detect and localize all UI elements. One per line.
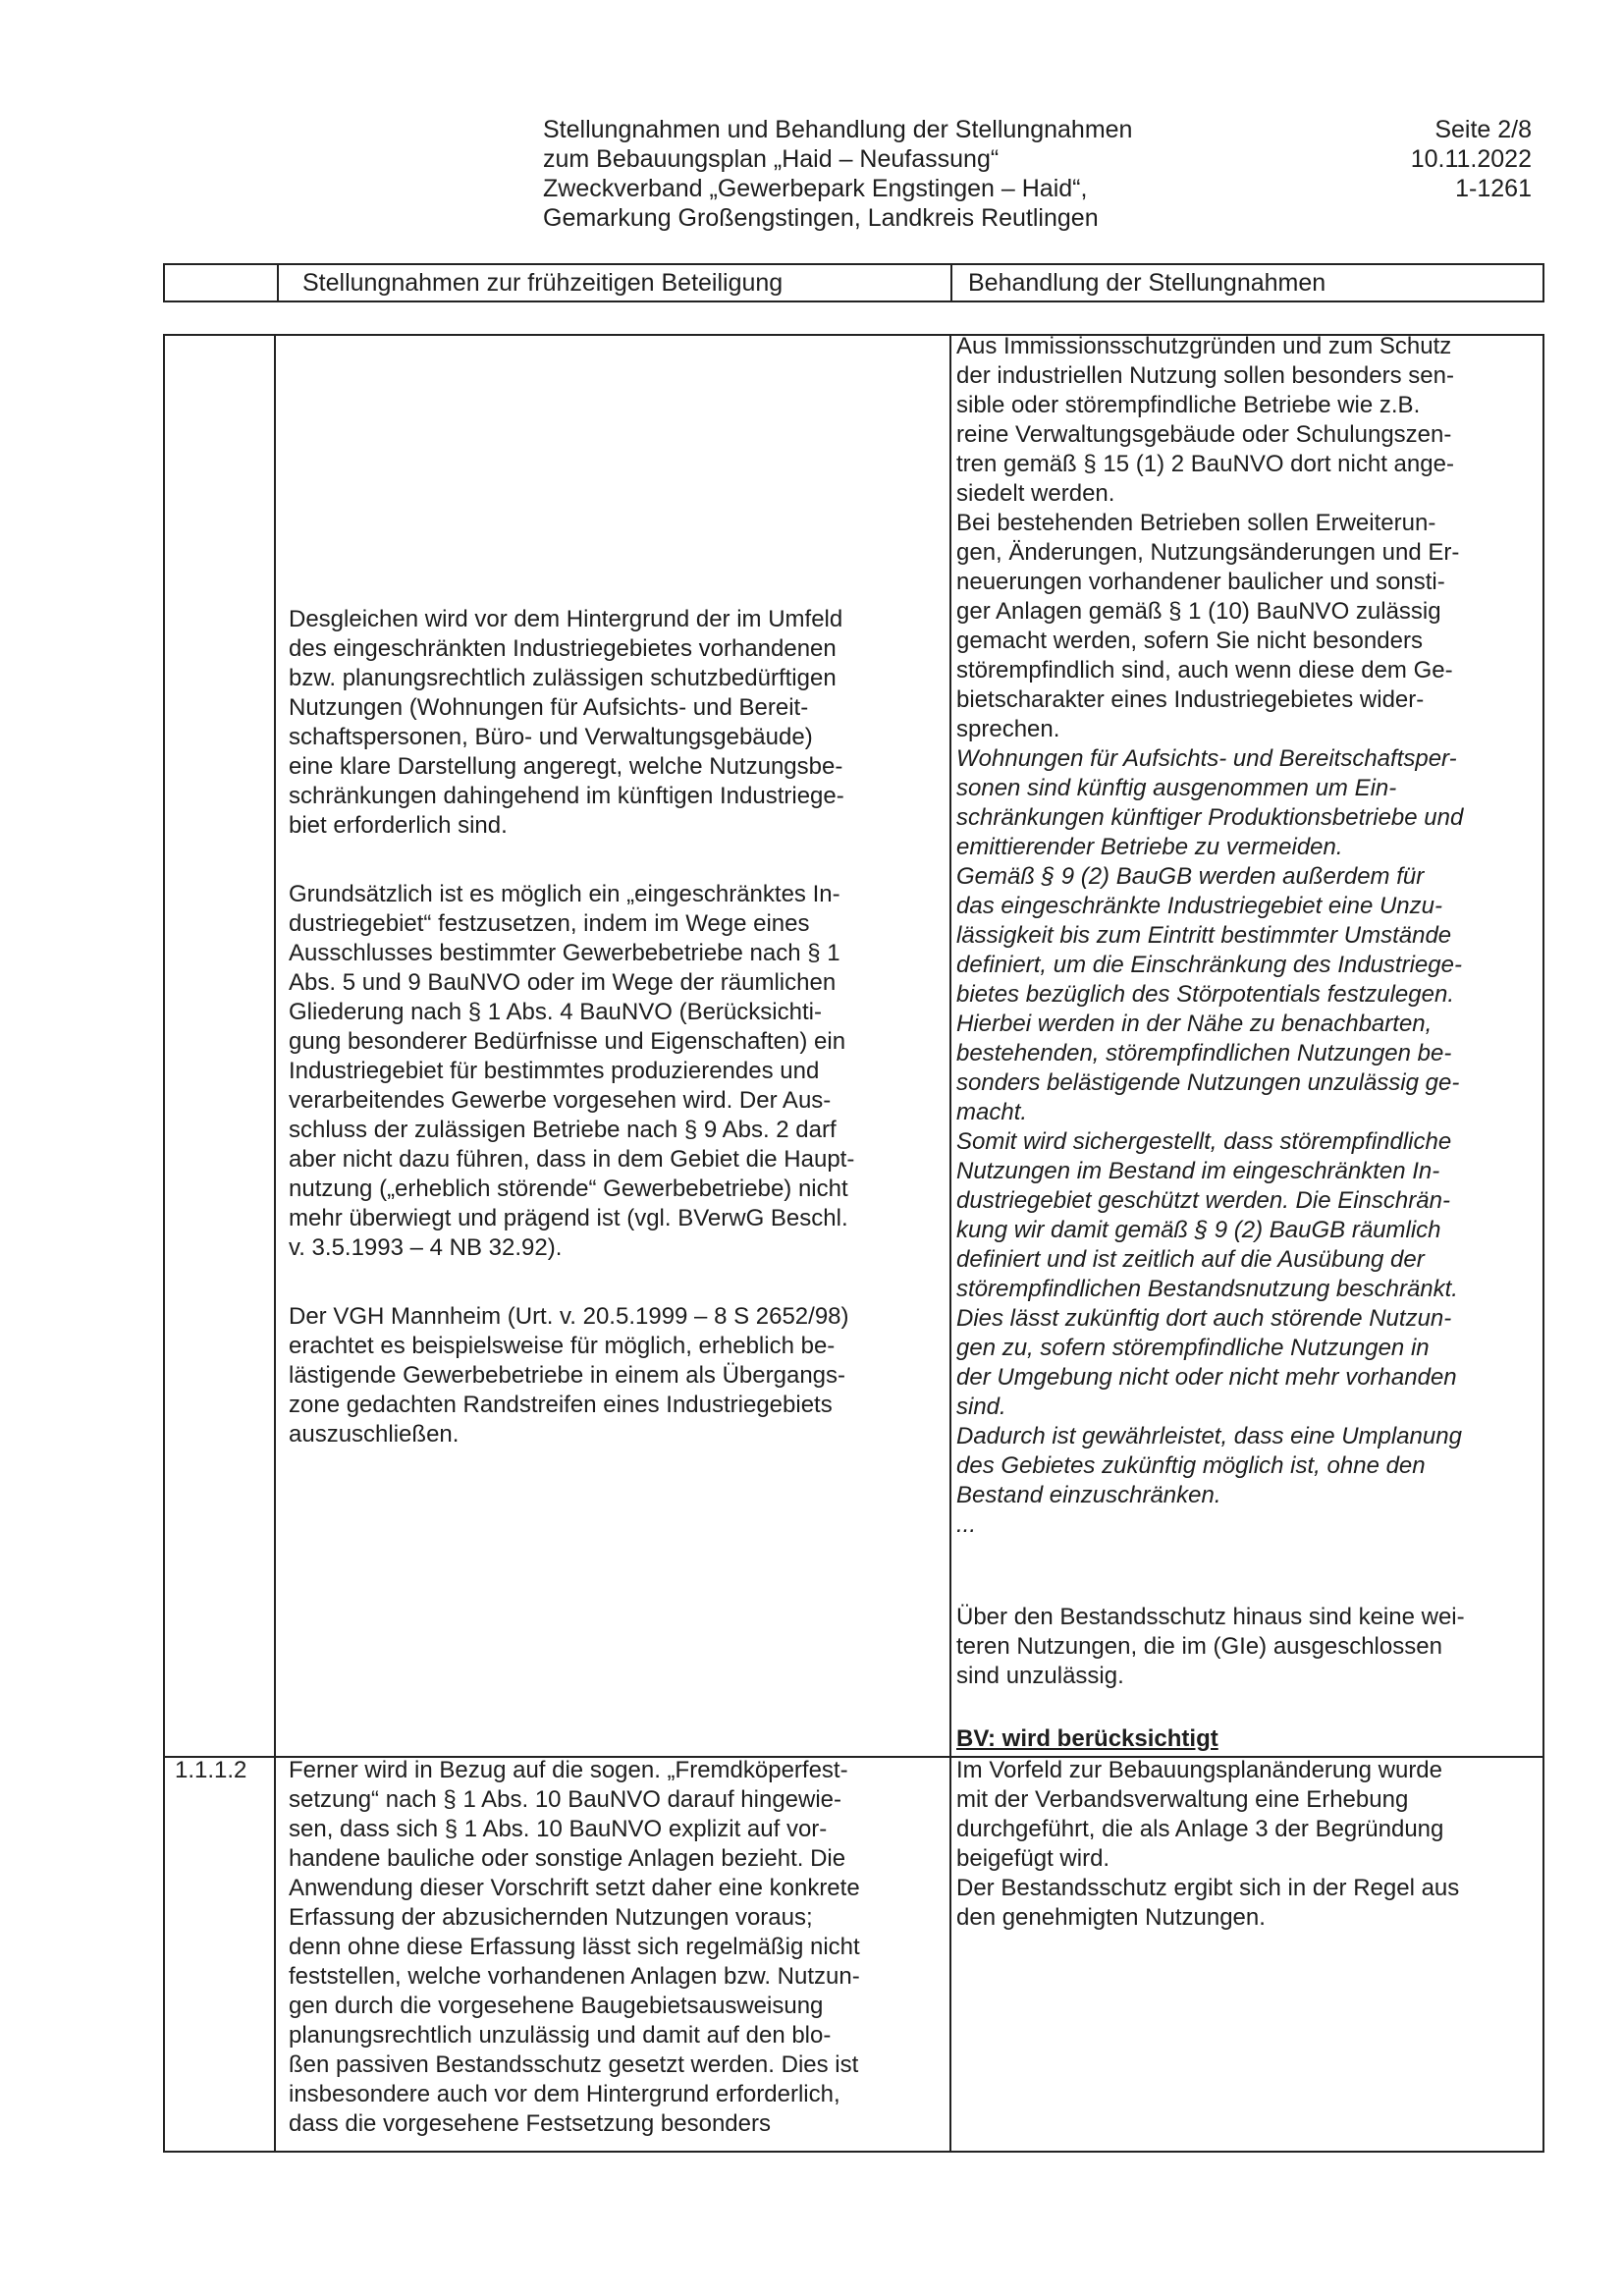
text-line: Bei bestehenden Betrieben sollen Erweiterun-: [956, 510, 1436, 536]
text-line: definiert, um die Einschränkung des Industriege-: [956, 952, 1462, 978]
document-meta: [1306, 115, 1532, 203]
document-number: 1-1261: [1455, 175, 1532, 202]
text-line: Gemäß § 9 (2) BauGB werden außerdem für: [956, 863, 1425, 890]
text-line: sprechen.: [956, 716, 1060, 742]
text-line: störempfindlich sind, auch wenn diese dem Ge-: [956, 657, 1453, 683]
text-line: mit der Verbandsverwaltung eine Erhebung: [956, 1786, 1409, 1813]
document-date: 10.11.2022: [1410, 145, 1532, 173]
text-line: der industriellen Nutzung sollen besonders sen-: [956, 362, 1454, 389]
text-line: macht.: [956, 1099, 1028, 1125]
header-line: Stellungnahmen und Behandlung der Stellungnahmen: [543, 116, 1133, 143]
text-line: dustriegebiet“ festzusetzen, indem im Wege eines: [289, 910, 810, 937]
text-line: Bestand einzuschränken.: [956, 1482, 1221, 1508]
statement-paragraph: [289, 1302, 947, 1449]
text-line: bzw. planungsrechtlich zulässigen schutzbedürftigen: [289, 665, 837, 691]
text-line: dass die vorgesehene Festsetzung besonders: [289, 2110, 771, 2137]
text-line: störempfindlichen Bestandsnutzung beschränkt.: [956, 1276, 1458, 1302]
text-line: des eingeschränkten Industriegebietes vorhandenen: [289, 635, 837, 662]
text-line: des Gebietes zukünftig möglich ist, ohne den: [956, 1452, 1426, 1479]
treatment-text-italic: [956, 744, 1541, 1540]
text-line: Abs. 5 und 9 BauNVO oder im Wege der räumlichen: [289, 969, 837, 996]
document-header: [543, 115, 1250, 233]
text-line: eine klare Darstellung angeregt, welche Nutzungsbe-: [289, 753, 843, 780]
text-line: reine Verwaltungsgebäude oder Schulungszen-: [956, 421, 1452, 448]
treatment-text: [956, 1756, 1541, 1933]
text-line: setzung“ nach § 1 Abs. 10 BauNVO darauf hingewie-: [289, 1786, 842, 1813]
column-divider: [950, 265, 952, 301]
text-line: Nutzungen (Wohnungen für Aufsichts- und Bereit-: [289, 694, 809, 721]
table-header: [163, 263, 1544, 302]
column-divider: [274, 336, 276, 2151]
text-line: kung wir damit gemäß § 9 (2) BauGB räumlich: [956, 1217, 1441, 1243]
text-line: neuerungen vorhandener baulicher und sonsti-: [956, 569, 1445, 595]
decision-label: BV: wird berücksichtigt: [956, 1725, 1218, 1752]
text-line: lässigkeit bis zum Eintritt bestimmter Umstände: [956, 922, 1452, 949]
text-line: Grundsätzlich ist es möglich ein „eingeschränktes In-: [289, 881, 840, 907]
text-line: sind unzulässig.: [956, 1663, 1124, 1689]
text-line: gung besonderer Bedürfnisse und Eigenschaften) ein: [289, 1028, 846, 1055]
text-line: Somit wird sichergestellt, dass störempfindliche: [956, 1128, 1452, 1155]
text-line: tren gemäß § 15 (1) 2 BauNVO dort nicht ange-: [956, 451, 1454, 477]
treatment-text: [956, 332, 1541, 744]
text-line: siedelt werden.: [956, 480, 1115, 507]
text-line: Erfassung der abzusichernden Nutzungen voraus;: [289, 1904, 813, 1931]
header-line: zum Bebauungsplan „Haid – Neufassung“: [543, 145, 1000, 173]
text-line: bietes bezüglich des Störpotentials festzulegen.: [956, 981, 1454, 1008]
header-line: Gemarkung Großengstingen, Landkreis Reutlingen: [543, 204, 1099, 232]
text-line: Wohnungen für Aufsichts- und Bereitschaftsper-: [956, 745, 1457, 772]
text-line: ßen passiven Bestandsschutz gesetzt werden. Dies ist: [289, 2051, 859, 2078]
text-line: sonen sind künftig ausgenommen um Ein-: [956, 775, 1397, 801]
text-line: beigefügt wird.: [956, 1845, 1110, 1872]
text-line: denn ohne diese Erfassung lässt sich regelmäßig nicht: [289, 1934, 860, 1960]
text-line: schränkungen künftiger Produktionsbetriebe und: [956, 804, 1464, 831]
text-line: insbesondere auch vor dem Hintergrund erforderlich,: [289, 2081, 840, 2107]
text-line: gen durch die vorgesehene Baugebietsausweisung: [289, 1993, 824, 2019]
text-line: zone gedachten Randstreifen eines Industriegebiets: [289, 1392, 833, 1418]
statements-table: [163, 334, 1544, 2153]
text-line: erachtet es beispielsweise für möglich, erheblich be-: [289, 1333, 836, 1359]
text-line: Industriegebiet für bestimmtes produzierendes und: [289, 1058, 820, 1084]
text-line: sible oder störempfindliche Betriebe wie z.B.: [956, 392, 1421, 418]
text-line: das eingeschränkte Industriegebiet eine Unzu-: [956, 893, 1442, 919]
column-divider: [949, 336, 951, 2151]
text-line: schaftspersonen, Büro- und Verwaltungsgebäude): [289, 724, 813, 750]
text-line: schluss der zulässigen Betriebe nach § 9 Abs. 2 darf: [289, 1117, 837, 1143]
text-line: gen zu, sofern störempfindliche Nutzungen in: [956, 1335, 1430, 1361]
statement-paragraph: [289, 1756, 947, 2139]
text-line: Im Vorfeld zur Bebauungsplanänderung wurde: [956, 1757, 1442, 1783]
text-line: auszuschließen.: [289, 1421, 460, 1448]
text-line: teren Nutzungen, die im (GIe) ausgeschlossen: [956, 1633, 1442, 1660]
text-line: Der VGH Mannheim (Urt. v. 20.5.1999 – 8 S 2652/98): [289, 1303, 849, 1330]
text-line: Der Bestandsschutz ergibt sich in der Regel aus: [956, 1875, 1460, 1901]
text-line: Gliederung nach § 1 Abs. 4 BauNVO (Berücksichti-: [289, 999, 822, 1025]
text-line: Ausschlusses bestimmter Gewerbebetriebe nach § 1: [289, 940, 840, 966]
text-line: Anwendung dieser Vorschrift setzt daher eine konkrete: [289, 1875, 860, 1901]
column-header-stellungnahmen: Stellungnahmen zur frühzeitigen Beteiligung: [302, 269, 784, 297]
text-line: planungsrechtlich unzulässig und damit auf den blo-: [289, 2022, 832, 2049]
text-line: dustriegebiet geschützt werden. Die Einschrän-: [956, 1187, 1450, 1214]
text-line: feststellen, welche vorhandenen Anlagen bzw. Nutzun-: [289, 1963, 860, 1990]
text-line: sind.: [956, 1394, 1006, 1420]
text-line: nutzung („erheblich störende“ Gewerbebetriebe) nicht: [289, 1175, 848, 1202]
text-line: Hierbei werden in der Nähe zu benachbarten,: [956, 1011, 1433, 1037]
text-line: bestehenden, störempfindlichen Nutzungen be-: [956, 1040, 1452, 1066]
text-line: biet erforderlich sind.: [289, 812, 508, 839]
text-line: bietscharakter eines Industriegebietes wider-: [956, 686, 1425, 713]
text-line: schränkungen dahingehend im künftigen Industriege-: [289, 783, 844, 809]
text-line: emittierender Betriebe zu vermeiden.: [956, 834, 1343, 860]
statement-paragraph: [289, 605, 947, 841]
text-line: gemacht werden, sofern Sie nicht besonders: [956, 628, 1423, 654]
text-line: Nutzungen im Bestand im eingeschränkten In-: [956, 1158, 1440, 1184]
text-line: mehr überwiegt und prägend ist (vgl. BVerwG Beschl.: [289, 1205, 848, 1231]
text-line: gen, Änderungen, Nutzungsänderungen und Er-: [956, 539, 1460, 566]
text-line: Dies lässt zukünftig dort auch störende Nutzun-: [956, 1305, 1452, 1332]
statement-paragraph: [289, 880, 947, 1263]
text-line: Über den Bestandsschutz hinaus sind keine wei-: [956, 1604, 1465, 1630]
text-line: durchgeführt, die als Anlage 3 der Begründung: [956, 1816, 1444, 1842]
text-line: sen, dass sich § 1 Abs. 10 BauNVO explizit auf vor-: [289, 1816, 828, 1842]
text-line: den genehmigten Nutzungen.: [956, 1904, 1266, 1931]
text-line: verarbeitendes Gewerbe vorgesehen wird. Der Aus-: [289, 1087, 832, 1114]
header-line: Zweckverband „Gewerbepark Engstingen – Haid“,: [543, 175, 1088, 202]
column-header-behandlung: Behandlung der Stellungnahmen: [968, 269, 1326, 297]
text-line: ger Anlagen gemäß § 1 (10) BauNVO zulässig: [956, 598, 1441, 625]
text-line: handene bauliche oder sonstige Anlagen bezieht. Die: [289, 1845, 846, 1872]
text-line: Ferner wird in Bezug auf die sogen. „Fremdköperfest-: [289, 1757, 848, 1783]
column-divider: [277, 265, 279, 301]
text-line: sonders belästigende Nutzungen unzulässig ge-: [956, 1069, 1460, 1096]
text-line: definiert und ist zeitlich auf die Ausübung der: [956, 1246, 1425, 1273]
text-line: Dadurch ist gewährleistet, dass eine Umplanung: [956, 1423, 1462, 1449]
text-line: Aus Immissionsschutzgründen und zum Schutz: [956, 333, 1452, 359]
item-number: 1.1.1.2: [175, 1757, 247, 1783]
text-line: v. 3.5.1993 – 4 NB 32.92).: [289, 1234, 563, 1261]
text-line: Desgleichen wird vor dem Hintergrund der im Umfeld: [289, 606, 843, 632]
text-line: lästigende Gewerbebetriebe in einem als Übergangs-: [289, 1362, 845, 1389]
text-line: ...: [956, 1511, 977, 1538]
text-line: der Umgebung nicht oder nicht mehr vorhanden: [956, 1364, 1457, 1391]
text-line: aber nicht dazu führen, dass in dem Gebiet die Haupt-: [289, 1146, 855, 1173]
page-number: Seite 2/8: [1434, 116, 1532, 143]
treatment-text: [956, 1603, 1541, 1691]
